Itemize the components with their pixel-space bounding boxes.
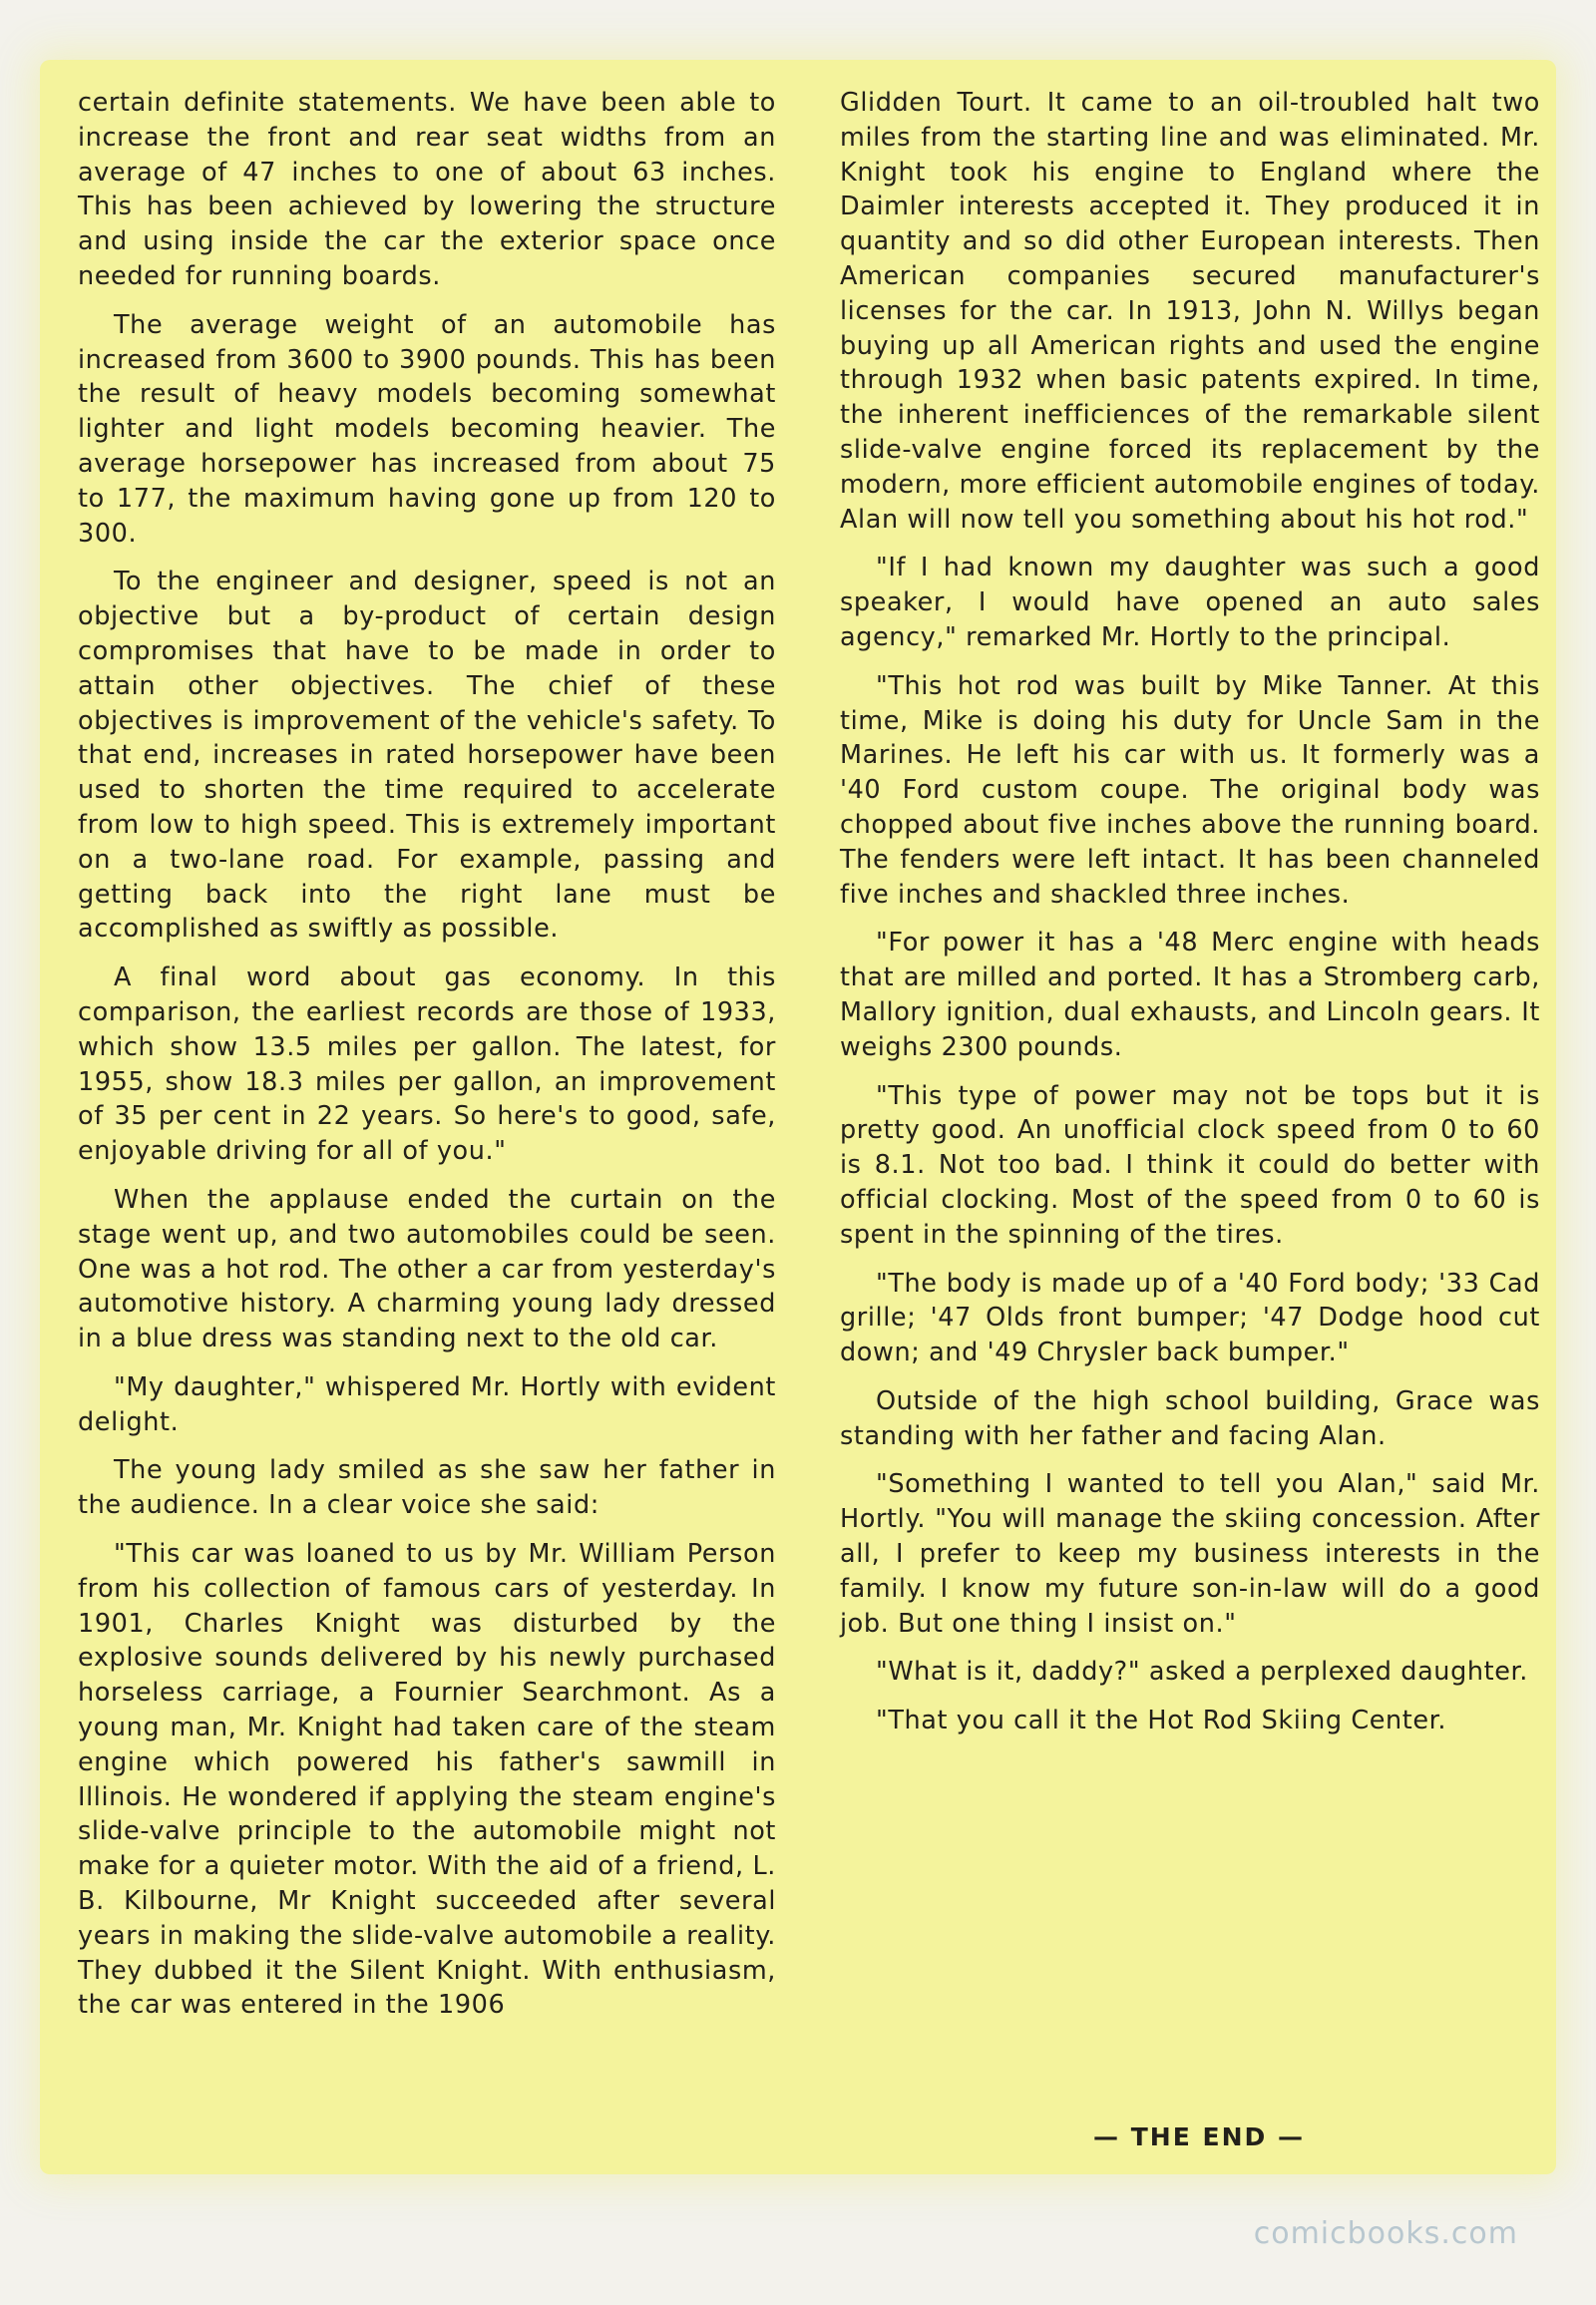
paragraph: "If I had known my daughter was such a good speaker, I would have opened an auto sales agency," remarked Mr. Hortly to the principal.	[840, 553, 1540, 652]
paragraph: "For power it has a '48 Merc engine with heads that are milled and ported. It has a Stromberg carb, Mallory ignition, dual exhausts, and Lincoln gears. It weighs 2300 pounds.	[840, 928, 1540, 1062]
paragraph: "This hot rod was built by Mike Tanner. At this time, Mike is doing his duty for Uncle Sam in the Marines. He left his car with us. It formerly was a '40 Ford custom coupe. The original body was chopped about five inches above the running board. The fenders were left intact. It has been channeled five inches and shackled three inches.	[840, 670, 1540, 910]
paragraph: When the applause ended the curtain on the stage went up, and two automobiles could be seen. One was a hot rod. The other a car from yesterday's automotive history. A charming young lady dressed in a blue dress was standing next to the old car.	[78, 1184, 776, 1354]
paragraph: The young lady smiled as she saw her father in the audience. In a clear voice she said:	[78, 1455, 776, 1521]
paragraph: A final word about gas economy. In this comparison, the earliest records are those of 1933, which show 13.5 miles per gallon. The latest, for 1955, show 18.3 miles per gallon, an improvement of 35 per cent in 22 years. So here's to good, safe, enjoyable driving for all of you."	[78, 962, 776, 1167]
paragraph: "The body is made up of a '40 Ford body; '33 Cad grille; '47 Olds front bumper; '47 Dodge hood cut down; and '49 Chrysler back bumper."	[840, 1268, 1540, 1368]
paragraph: "Something I wanted to tell you Alan," said Mr. Hortly. "You will manage the skiing concession. After all, I prefer to keep my business interests in the family. I know my future son-in-law will do a good job. But one thing I insist on."	[840, 1469, 1540, 1639]
paragraph: "That you call it the Hot Rod Skiing Center.	[876, 1706, 1447, 1736]
paragraph: To the engineer and designer, speed is not an objective but a by-product of certain design compromises that have to be made in order to attain other objectives. The chief of these objectives is improvement of the vehicle's safety. To that end, increases in rated horsepower have been used to shorten the time required to accelerate from low to high speed. This is extremely important on a two-lane road. For example, passing and getting back into the right lane must be accomplished as swiftly as possible.	[78, 567, 776, 945]
paragraph: "What is it, daddy?" asked a perplexed daughter.	[876, 1657, 1528, 1688]
the-end-label: — THE END —	[1093, 2122, 1305, 2151]
right-text-column	[840, 86, 1540, 1752]
paragraph: "My daughter," whispered Mr. Hortly with evident delight.	[78, 1371, 776, 1437]
left-text-column	[78, 86, 776, 2037]
paragraph: "This car was loaned to us by Mr. William Person from his collection of famous cars of yesterday. In 1901, Charles Knight was disturbed by the explosive sounds delivered by his newly purchased horseless carriage, a Fournier Searchmont. As a young man, Mr. Knight had taken care of the steam engine which powered his father's sawmill in Illinois. He wondered if applying the steam engine's slide-valve principle to the automobile might not make for a quieter motor. With the aid of a friend, L. B. Kilbourne, Mr Knight succeeded after several years in making the slide-valve automobile a reality. They dubbed it the Silent Knight. With enthusiasm, the car was entered in the 1906	[78, 1539, 776, 2021]
paragraph: "This type of power may not be tops but it is pretty good. An unofficial clock speed from 0 to 60 is 8.1. Not too bad. I think it could do better with official clocking. Most of the speed from 0 to 60 is spent in the spinning of the tires.	[840, 1080, 1540, 1250]
paragraph: The average weight of an automobile has increased from 3600 to 3900 pounds. This has been the result of heavy models becoming somewhat lighter and light models becoming heavier. The average horsepower has increased from about 75 to 177, the maximum having gone up from 120 to 300.	[78, 309, 776, 549]
paragraph: certain definite statements. We have been able to increase the front and rear seat widths from an average of 47 inches to one of about 63 inches. This has been achieved by lowering the structure and using inside the car the exterior space once needed for running boards.	[78, 88, 776, 291]
watermark: comicbooks.com	[1253, 2216, 1518, 2251]
paragraph: Glidden Tourt. It came to an oil-troubled halt two miles from the starting line and was eliminated. Mr. Knight took his engine to England where the Daimler interests accepted it. They produced it in quantity and so did other European interests. Then American companies secured manufacturer's licenses for the car. In 1913, John N. Willys began buying up all American rights and used the engine through 1932 when basic patents expired. In time, the inherent inefficiences of the remarkable silent slide-valve engine forced its replacement by the modern, more efficient automobile engines of today. Alan will now tell you something about his hot rod."	[840, 88, 1540, 535]
paragraph: Outside of the high school building, Grace was standing with her father and facing Alan.	[840, 1385, 1540, 1451]
